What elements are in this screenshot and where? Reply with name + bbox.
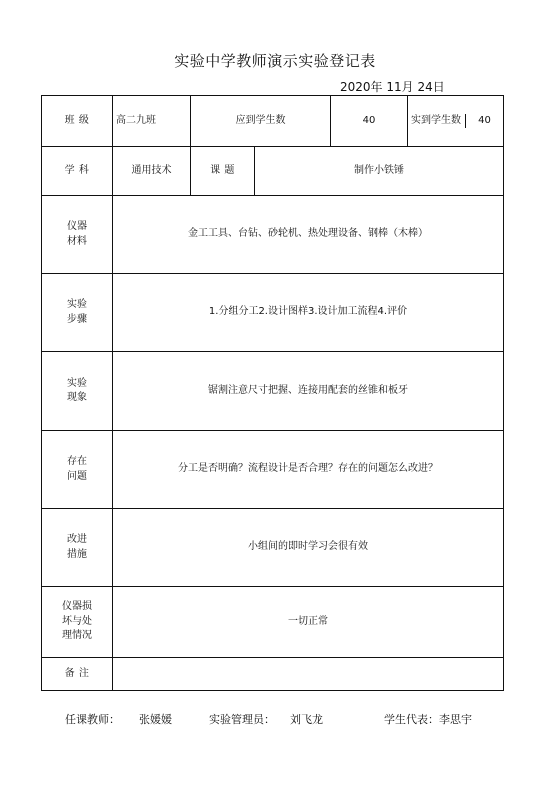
page-title: 实验中学教师演示实验登记表 xyxy=(174,52,376,70)
actual-students-cell xyxy=(408,96,504,147)
damage-value: 一切正常 xyxy=(113,587,504,658)
admin-label: 实验管理员： xyxy=(209,713,275,726)
steps-value: 1.分组分工2.设计图样3.设计加工流程4.评价 xyxy=(113,274,504,352)
remarks-value xyxy=(113,658,504,691)
problems-value: 分工是否明确？流程设计是否合理？存在的问题怎么改进？ xyxy=(113,431,504,509)
subject-label: 学 科 xyxy=(42,147,113,196)
remarks-label: 备 注 xyxy=(42,658,113,691)
teacher-label: 任课教师： xyxy=(65,713,120,726)
actual-students-label: 实到学生数 xyxy=(407,114,466,129)
problems-row xyxy=(42,431,504,509)
registration-table xyxy=(41,95,504,691)
topic-label: 课 题 xyxy=(191,147,255,196)
student-signature xyxy=(384,711,472,727)
student-name: 李思宇 xyxy=(439,713,472,726)
teacher-name: 张媛媛 xyxy=(139,713,172,726)
class-label: 班 级 xyxy=(42,96,113,147)
improvement-value: 小组间的即时学习会很有效 xyxy=(113,509,504,587)
equipment-row xyxy=(42,196,504,274)
admin-signature xyxy=(209,711,323,727)
student-label: 学生代表： xyxy=(384,713,439,726)
class-value: 高二九班 xyxy=(113,96,191,147)
equipment-label: 仪器 材料 xyxy=(42,196,113,274)
improvement-row xyxy=(42,509,504,587)
phenomenon-row xyxy=(42,352,504,431)
steps-label: 实验 步骤 xyxy=(42,274,113,352)
teacher-signature xyxy=(65,711,172,727)
equipment-value: 金工工具、台钻、砂轮机、热处理设备、钢棒（木棒） xyxy=(113,196,504,274)
problems-label: 存在 问题 xyxy=(42,431,113,509)
record-date: 2020年 11月 24日 xyxy=(340,80,445,94)
topic-value: 制作小铁锤 xyxy=(255,147,504,196)
actual-students-value: 40 xyxy=(478,114,491,126)
class-row xyxy=(42,96,504,147)
phenomenon-value: 锯割注意尺寸把握、连接用配套的丝锥和板牙 xyxy=(113,352,504,431)
damage-row xyxy=(42,587,504,658)
remarks-row xyxy=(42,658,504,691)
subject-row xyxy=(42,147,504,196)
admin-name: 刘飞龙 xyxy=(290,713,323,726)
improvement-label: 改进 措施 xyxy=(42,509,113,587)
phenomenon-label: 实验 现象 xyxy=(42,352,113,431)
damage-label: 仪器损 坏与处 理情况 xyxy=(42,587,113,658)
expected-students-value: 40 xyxy=(331,96,408,147)
expected-students-label: 应到学生数 xyxy=(191,96,331,147)
subject-value: 通用技术 xyxy=(113,147,191,196)
steps-row xyxy=(42,274,504,352)
